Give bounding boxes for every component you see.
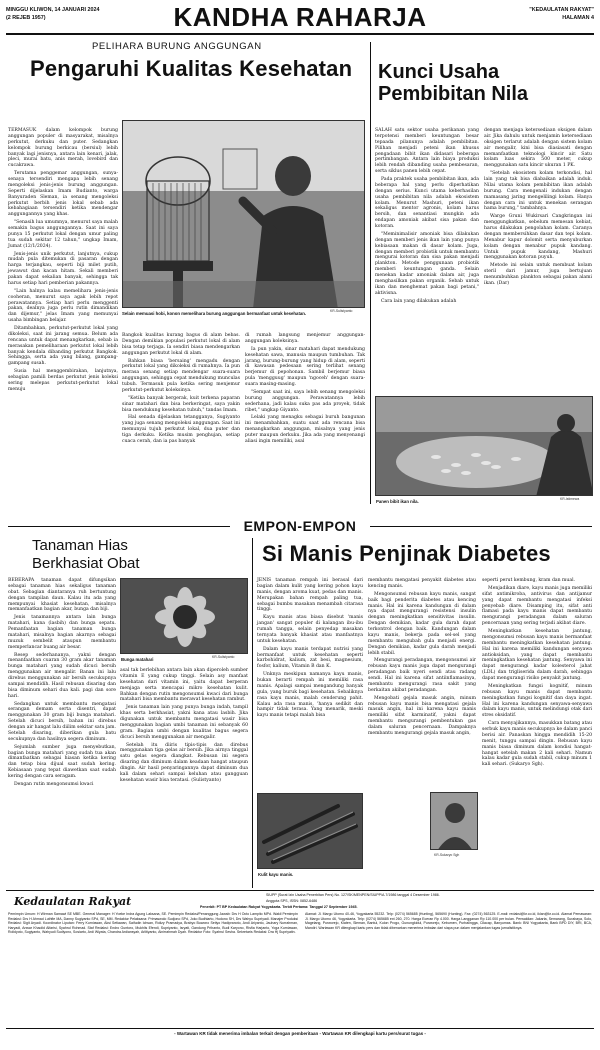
article4-photo-credit: KR-Sukaryo Sgh xyxy=(434,853,460,857)
paragraph: dengan menjaga ketersediaan oksigen dalam air. Jika dahulu untuk menjamin ketersediaan oksigen terlarut adalah dengan sistem kolam air mengalir, kini bisa diasiasati dengan memanfaatkan teknologi kincir air. Satu kolam luas sekira 500 meter, cukup menggunakan satu kincir ukuran 1 PK. xyxy=(484,128,592,169)
paragraph: TERMASUK dalam kelompok burung anggungan populer di masyarakat, misalnya perkutut, derkuku dan puter. Sedangkan kelompok burung berkicau (bersiul) lebih banyak lagi jenisnya, antara lain kenari, jalak, pleci, murai batu, anis merah, lovebird dan cucakrawa. xyxy=(8,128,118,169)
paragraph: Jenis-jenis unik perkutut, lanjutnya, cukup mudah pula ditemukan di pasaran dengan harga terjangkau, seperti biji milet putih, jewawut dan kacan hitam. Sekali memberi pakan dapat sekalian banyak, sehingga tak harus setiap hari pemberian pakannya. xyxy=(8,251,118,286)
paragraph: asal tak berlebihan antara lain akan diperoleh sumber vitamin E yang cukup tinggi. Selain asy manfaat kesehatan dari vitamin ini, yaitu dapat berperan menjaga serta mencapai mikro kesehatan kulit. Bahkan dengan rutin mengonsumsi kwaci dari bunga matahari bisa membantu merawat kesehatan rambut. xyxy=(120,668,248,703)
paragraph: Menjadikan diare, kayu manis juga memiliki sifat antimikroba, antivirus dan antijamur yang dapat membantu mengatasi infeksi penyebab diare. Disamping itu, sifat anti flamasi pada kayu manis dapat membantu mengurangi peradangan dalam saluran pencernaan yang sering terjadi akibat diare. xyxy=(482,585,592,627)
footer-logo: Kedaulatan Rakyat xyxy=(14,895,132,908)
edition-line: (2 REJEB 1957) xyxy=(6,15,46,21)
author-portrait-illustration xyxy=(431,793,478,850)
paragraph: Pada praktek usaha pembibitan ikan, ada beberapa hal yang perlu diperhatikan dengan serius. Kunci utama keberhasilan usaha pembibitan nila adalah ekosistem kolam. Menurut Mashuri, peteni ikan sekaligus mentor agronis, kolam harus bersih, dan senantiasi mungkin ada endapan amoniak akibat sisa pakan dan kotoran. xyxy=(375,177,479,229)
bottom-rule xyxy=(6,1028,594,1029)
article2-column-2 xyxy=(484,128,592,289)
paragraph: Dalam kayu manis terdapat nutrisi yang bermanfaat untuk kesehatan seperti karbohidrat, kalium, zat besi, magnesium, fosfor, kalium, Vitamin B dan K. xyxy=(257,646,363,670)
article1-column-1 xyxy=(8,128,118,395)
paragraph: Meningkatkan fungsi kognitif, minum rebusan kayu manis dapat membantu meningkatkan fungsi kognitif dan daya ingat. Hal ini karena kandungan senyawa-senyawa dalam kayu manis, untuk melindungi otak dari stres oksidatif. xyxy=(482,683,592,719)
paragraph: Lelaki yang menagku sebagai buruh bangunan ini menambahkan, suatu saat ada rencana bisa menangkarkan anggungan, misalnya yang jenis puter maupun derkuku. Jika ada yang menyenangi aliasi ingin memiliki, asal xyxy=(245,415,365,444)
paragraph: Sedangkan untuk membantu mengatasi serangan demam serta disentri, dapat menggunakan 30 gram biji bunga matahari. Setelah dicuci bersih, bahan ini direbus dengan air hangat lalu diilim sekitar satu jam. Setelah disaring, diberikan gula batu secukupnya dan hasilnya segera diminum. xyxy=(8,701,116,742)
paragraph: Sejumlah sumber juga menyebutkan, bagian bunga matahari yang sudah tua akan dimanfaatkan sebagai hiasan ketika kering dan tetap bisa dijual saat sudah kering. Kebiasaan yang tepat diawetkan saat sudah kering dengan cara seragam. xyxy=(8,744,116,779)
paragraph: Hal senada dijelaskan tetangganya, Sugiyanto yang juga senang mengoleksi anggungan. Saat ini memunyai tujuh perkutut lokal, dua puter dan tiga derkuku. Ketika musim penghujan, setiap cuaca cerah, dan ia pas banyak xyxy=(122,415,240,444)
paragraph: Terutama penggemar anggungan, sunya-senaya tersendiri mengapa lebih senang mengoleksi jenis-jenis burung anggungan. Seperti dijelaskan Imam Budianto, warga Banyuraden Sleman, ia senang mengoleksi perkutut berbih jenis lokal sebab ada kebahagiaan tersendiri ketika mendengar anggungannya yang khas. xyxy=(8,171,118,218)
article3-photo-caption: Bunga matahari xyxy=(121,657,154,662)
paragraph: Metode ini selain untuk membuat kolam steril dari jamur, juga bertujuan menumbuhkan plankton sebagai pakan alami ikan. (Dar) xyxy=(484,263,592,286)
article1-column-3 xyxy=(245,333,365,447)
article1-column-2 xyxy=(122,333,240,447)
paragraph: Dengan rutin mengonsumsi kwaci xyxy=(14,781,94,787)
paragraph: "Sempat saat ini, saya lebih senang mengoleksi burung anggungan. Perawatannya lebih sederhana, jadi kalau suka pas ada proyek, tidak ribet," ungkap Giyanto. xyxy=(245,389,365,413)
article2-photo xyxy=(375,396,593,496)
paragraph: Ia pun yakin, sinar matahari dapat mendukung kesehatan sawa, manusia maupun tumbuhan. Tak jarang, burung-burung yang hidup di alam, seperti di kawasan pedesaan sering terlihat senang berjemur di pepohonan. Sambil berjemur biasa pula 'mengguug' maupun 'ngoceh' dengan suara-suara masing-masing. xyxy=(245,346,365,387)
paragraph: Susia hal menggembirakan, lanjutnya, sebagian pamili berdas perkutut jenis koleksi sering melepas perkutut-perkutut lokal menuju xyxy=(8,369,118,392)
paragraph: Mengobati gejala masuk angin, minum rebusan kayu manis bisa mengatasi gejala masuk angin, hal ini karena kayu manis memiliki sifat karminatif, yakni dapat membantu mengurangi pembentukan gas dalam saluran pencernaan. Dampaknya membantu mengurangi gejala masuk angin, xyxy=(368,695,476,736)
article4-column-2 xyxy=(368,578,476,739)
footer-bottom-line: - Wartawan KR tidak menerima imbalan terkait dengan pemberitaan - Wartawan KR dilengkapi kartu pers/surat tugas - xyxy=(174,1031,426,1036)
article3-column-2 xyxy=(120,668,248,786)
article4-column-3 xyxy=(482,578,592,770)
paragraph: Cara lain yang dilakukan adalah xyxy=(381,298,457,304)
article3-headline-line1: Tanaman Hias xyxy=(32,537,128,554)
paragraph: di rumah langsung menjemur anggungan-anggungan koleksinya. xyxy=(245,333,365,344)
paragraph: membantu mengatasi penyakit diabetes atau kencing manis. xyxy=(368,578,476,589)
masthead-publisher: "KEDAULATAN RAKYAT" xyxy=(529,7,594,13)
article1-photo-caption: Selain memuasi hobi, konon memelihara burung anggungan bermanfaat untuk kesehatan. xyxy=(122,311,307,316)
article2-column-1 xyxy=(375,128,479,306)
paragraph: Resep sederhananya, yakni dengan menanfaatkan cuaran 30 gram akar tanaman bunga matahari yang sudah dicuci bersih menggunakan air mengalir. Banan ini lalu direbus menggunakan air bersih secukupnya sampai mendidih. Hasil rebusan disaring dan bisa diminum sehari dua kali. pagi dan sore hari. xyxy=(8,652,116,699)
footer-address: Alamat: Jl. Margo Utomo 40-46, Yogyakarta 55232. Telp: (0274) 565685 (Hunting), 565690 (Hunting). Fax: (0274) 563125. E-mail: redaksi@kr.co.id, iklan@kr.co.id. Alamat Pemasaran: Jl. Margo Utomo 46, Yogyakarta. Telp: (0274) 565685 ext 260, 270. Harga Eceran Rp 4.000. Harga Langganan Rp 110.000 per bulan. Perwakilan: Jakarta, Semarang, Surabaya, Solo, Magelang, Purworejo, Klaten, Sleman, Bantul, Kulon Progo, Gunungkidul, Purworejo, Kebumen, Purbalingga, Cilacap, Banyumas. Bank: BNI Yogyakarta, Bank BPD DIY, BRI, BCA, Mandiri. Wartawan KR dilengkapi kartu pers dan tidak dibenarkan menerima imbalan dari siapa pun dalam menjalankan tugas jurnalistiknya. xyxy=(305,912,592,930)
paragraph: seperti perut kembung, kram dan mual. xyxy=(482,578,576,583)
paragraph: Jenis tanamannya antara lain bunga matahari, kana (lasbih) dan bunga sepatu. Pemanfaatan bagian tanaman bunga matahari, misalnya bagian akarnya sebagai muzuk sembelit ataupun membantu memperlancar buang air besar. xyxy=(8,615,116,650)
footer-publisher: Penerbit: PT BP Kedaulatan Rakyat Yogyakarta. Terbit Pertama: Tanggal 27 September 1945. xyxy=(200,905,358,909)
paragraph: "Meminimalisir amoniak bisa dilakukan dengan memberi jenis ikan lain yang punya kebiasaan makan di dasar kolam. Juga, dengan memberi probiotik untuk membantu mengurai kotoran dan sisa pakan menjadi plankton. Metode penggunaan probiotik memberi keuntungan ganda. Selain menekan kadar amoniak dalam air, juga menghasilkan pakan organik. Sebab untuk ikan dan menghemat pakan bagi petani," aktivisna. xyxy=(375,231,479,296)
date-line: MINGGU KLIWON, 14 JANUARI 2024 xyxy=(6,7,100,13)
paragraph: Bangkok kualitas kurang bagus di alam bebas. Dengan demikian populasi perkutut lokal di alam bisa tetap terjaga. Ia sendiri biasa mendengarkan anggungan perkutut lokal di alam. xyxy=(122,333,240,356)
article1-headline: Pengaruhi Kualitas Kesehatan xyxy=(30,56,353,81)
fish-harvest-illustration xyxy=(376,397,593,496)
article4-photo-caption: Kulit kayu manis. xyxy=(258,872,294,877)
paragraph: Unknya meskipun namanya kayu manis, bukan berarti rempah ini memiliki rasa manis. Apalagi sampai mengandung banyak gula, yang buruk bagi kesehatan. Sebaliknya rasa kayu manis, malah cenderung pahit. Kalau ada rasa manis, 'hanya sedikit dan hampir tidak terasa. Yang menarik, meski kayu manis tetapi malah bisa xyxy=(257,672,363,719)
paragraph: BEBERAPA tanaman dapat difungsikan sebagai tanaman hias sekaligus tanaman obat. Sebagian diantaranya ruh bertuntung dengan tampilan daun. Kalau itu ada yang mempunyai khasiat kesehatan, misalnya memanfaatkan bagian akar, bunga dan biji. xyxy=(8,578,116,613)
paragraph: Cara menyajikannya, masukkan batang atau serbuk kayu manis secukupnya ke dalam panci berisi air. Panaskan hingga mendidih 15-20 menit, tunggu sampai dingin. Rebusan kayu manis biasa diminum dalam kondisi hangat-hangat setelah makan 2 kali sehari. Namun kalau kadar gula sudah stabil, cukup minum 1 kali sehari. (Sukaryo Sgh). xyxy=(482,721,592,768)
paragraph: Warge Gruni Wukirsari Cangkringan ini menggungkatkan, sebelum memesan kebiat, harus dilakukan pengolahan kolam. Caranya dengan membersihkan dasar dan tepi kolam. Menabur kapur dolomit serta menyuburkan kolam dengan menabur pupuk kandang. Untuk pupuk kandang, Mashuri menggunakan kotoran puyuh. xyxy=(484,214,592,261)
masthead-rule xyxy=(6,33,594,35)
section-label: EMPON-EMPON xyxy=(243,518,357,534)
footer-member: Anggota SPS, ISSN: 0852-6486 xyxy=(266,899,318,903)
paragraph: Jenis tanaman lain yang punya bunga indah, tampil khas serta berkhasiat, yakni kana atau lasbih. Jika digunakan untuk membantu mengatasi wasir bisa menggunakan bagian umbi tanaman ini sebanyak 60 gram. Bagian umbi dengan kualitas bagus segera dicuci bersih menggunakan air mengalir. xyxy=(120,705,248,740)
section-rule-left xyxy=(8,526,230,527)
article2-headline-line1: Kunci Usaha xyxy=(378,61,500,83)
paragraph: "Ketika banyak bergerak, kuit terkena paparan sinar matahari dan bisa berkeringat, saya yakin bisa mendukung kesehatan tubuh," tandas Imam. xyxy=(122,395,240,413)
footer-rule xyxy=(6,890,594,891)
article1-photo-credit: KR-Sulistyanto xyxy=(330,309,353,313)
article3-photo-credit: KR-Sulistyanto xyxy=(212,655,235,659)
column-divider xyxy=(252,538,253,888)
paragraph: "Setelah ekosistem kolam terkondisi, hal lain yang tak bisa diabaikan adalah induk. Nilai utama kolam pembibitan ikan adalah burung. Cara mengenali indukan dengan mamasang jaring mengelilingi kolam. Hanya dengan cara ini untuk menekan serangan hama burung," tambahnya. xyxy=(484,171,592,212)
footer-staff: Pemimpin Umum: H Wirman Samawi SE MBE. General Manager: H Yoeke Indra Agung Laksana, SE. Pemimpin Redaksi/Penanggung Jawab: Drs H Octo Lampito MPd. Wakil Pemimpin Redaksi: Drs H Ahmad Luthfie MA, Danny Sugiyanto SPd, SE, MM. Redaktur Pelaksana: Primaswolo Sudjono SPd, Joko Budhiarto, Hudono SH, Drs Wahyu Supriyadi. Manajer Produksi Redaksi: Sigit Aryadi. Koordinator Liputan: Ferry Kurniawan, Aksi Setiawan, Saifudin Ichsan, Rolizy Pramadya, Brabyo Buwono Setiyo Hadipranoto, Andi Ariyanto, Jauhary Nurrahman, Haryadi, Anwar Khaolid Alfarisi, Syahrul Rohmad. Staf Redaksi: Endro Guntoro, Mukhlis Efendi, Supriyanto, Isryati, Gandung Prihanto, Budi Karyono, Risfia Harjanto, Yoga Kurniawan, Rolidyoto, Sugiyanto, Wahyudi Sudiyono, Sosiarto, Ardi Wiyata, Chandra Ardiansyah, Arlitiyanto, Ainirrahmah Dyah. Redaktur Foto: Syahrul Sesha. Sekretaris Redaksi: Dra Hj Supriyatin. xyxy=(8,912,298,935)
article4-column-1 xyxy=(257,578,363,721)
article4-headline: Si Manis Penjinak Diabetes xyxy=(262,541,551,566)
column-divider xyxy=(370,42,371,504)
masthead-title: KANDHA RAHARJA xyxy=(173,2,427,32)
article3-photo xyxy=(120,578,248,654)
paragraph: Ditambahkan, perkutut-perkutut lokal yang dikoleksi, saat ini jarang semua. Belum ada rencana untuk dapat menangkarkan, sebab ia merasakan pemeliharaan perkutut lokal lebih banyak kendala dibanding perkutut Bangkok. Sehingga, serta ada yang bilang, gampang-gampang susah. xyxy=(8,326,118,367)
paragraph: "Senasih lua umumnya, menurut saya malah semakin bagus anggungannya. Saat ini saya punya 15 perkutut lokal dengan umur paling tua sudah sekitar 12 tahun," ungkap Imam, Jumat (12/1/2024). xyxy=(8,220,118,249)
paragraph: SALAH satu sektor usaha perikanan yang terpotensi memberi keuntungan besar tepaada pilanunya adalah pembibitan. Pilihan menjadi peteni ikan khusus pengadaan bibit ikan didasari beberapa pertimbangan. Antara lain biaya produksi lebih rendah dibanding usaha pembesaran, serta siklus panen lebih cepat. xyxy=(375,128,479,175)
paragraph: Bahkan biasa 'bersaing' mengadu dengan perkutut lokal yang dikoleksi di rumahnya. Ia pun merasa senang setiap mendengar suara-suara anggungan, sehingga cepat mendukung munculas tubuh. Termasuk pula ketika sering menjemur perkutut-perkutut koleksinya. xyxy=(122,358,240,393)
page-number: HALAMAN 4 xyxy=(562,15,594,21)
article3-column-1 xyxy=(8,578,116,790)
article2-photo-credit: KR-Istimewa xyxy=(560,497,580,501)
article1-kicker: PELIHARA BURUNG ANGGUNGAN xyxy=(92,41,262,52)
paragraph: Setelah itu diiris tipis-tipis dan direbus menggunakan tiga gelas air bersih. Jika airnya tinggal satu gelas segera diangkat. Rebusan ini segera disaring dan diminum dalam keadaan hangat ataupun dingin. Air hasil penyaringannya dapat diminum dua kali dalam sehari sampai keluhan atau gangguan kesehatan wasir bisa teratasi. (Sulistyanto) xyxy=(120,742,248,783)
cinnamon-bark-illustration xyxy=(258,794,363,869)
article2-headline-line2: Pembibitan Nila xyxy=(378,83,529,105)
paragraph: Mengurangi peradangan, mengonsumsi air rebusan kayu manis juga dapat mengurangi peradangan baik nyeri sendi atau radang sendi. Hal ini karena sifat antiinflamasinya, membantu mengurangi rasa sakit yang berkaitan akibat peradangan. xyxy=(368,658,476,693)
bird-cage-man-illustration xyxy=(123,121,365,308)
section-rule-right xyxy=(370,526,592,527)
article2-photo-caption: Panen bibit ikan nila. xyxy=(376,499,419,504)
article4-photo-author xyxy=(430,792,478,850)
article3-headline-line2: Berkhasiat Obat xyxy=(32,555,140,572)
article1-photo xyxy=(122,120,365,308)
paragraph: Meningkatkan kesehatan jantung, mengonsumsi rebusan kayu manis bermanfaat membantu meningkatkan kesehatan jantung. Hal ini karena memiliki kandungan senyawa antioksidan, yang dapat membantu meningkatkan kesehatan jantung. Senyawa ini dapat mengurangi kadar kolesterol jahat (LDL) dan trigliserida dalam darah, sehingga dapat mengurangi risiko penyakit jantung. xyxy=(482,629,592,681)
paragraph: JENIS tanaman rempah ini berasal dari bagian dalam kulit yang kering pohon kayu manis, dengan aroma kuat, pedas dan manis. Merupakan bahan rempah paling tua, sebagai bumbu masakan menambah citarasa tinggi. xyxy=(257,578,363,613)
paragraph: "Lain halnya kalau memelihara jenis-jenis cooheran, menurut saya agak lebih repot perawatannya. Setiap hari perlu menggenti pakan, dealnya juga perlu rutin dimandikan dan dijemur," jelas Imam yang memunyai usaha bimbingan belajar. xyxy=(8,288,118,324)
paragraph: Kayu manis atau biasa disebut 'manis jangan' sangat populer di kalangan ibu-ibu rumah tangga, selain penyedap masakan ternyata banyak khasiat atau manfaatnya untuk kesehatan. xyxy=(257,615,363,644)
paragraph: Mengonsumsi rebusan kayu manis, sangat baik bagi penderita diabetes atau kencing manis. Hal ini karena kandungan di dalam nya dapat mengurangi resistensi insulin dengan meningkatkan sensitivitas insulin. Dengan demikian, kadar gula darah dapat terkontrol dengan baik. Kandungan dalam kayu manis, bekerja pada sel-sel yang membantu mengubah gula menjadi energi. Dengan demikian, kadar gula darah menjadi lebih stabil. xyxy=(368,591,476,656)
footer-siupp: SIUPP (Surat Izin Usaha Penerbitan Pers) No. 127/SK/MENPEN/SIUPP/A.7/1986 tanggal 4 Desember 1986. xyxy=(266,893,440,897)
article4-photo-cinnamon xyxy=(257,793,363,869)
sunflower-illustration xyxy=(121,579,248,654)
